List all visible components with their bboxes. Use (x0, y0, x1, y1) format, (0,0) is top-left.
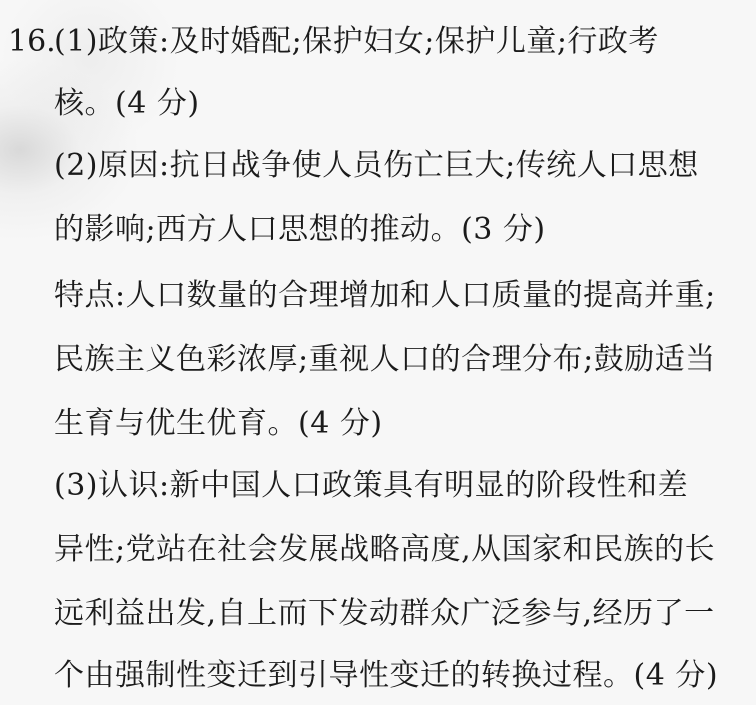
answer-line: 民族主义色彩浓厚;重视人口的合理分布;鼓励适当 (54, 342, 716, 377)
answer-line: 的影响;西方人口思想的推动。(3 分) (54, 212, 546, 247)
answer-line: (1)政策:及时婚配;保护妇女;保护儿童;行政考 (54, 24, 659, 59)
answer-line: 个由强制性变迁到引导性变迁的转换过程。(4 分) (54, 658, 719, 693)
answer-line: (2)原因:抗日战争使人员伤亡巨大;传统人口思想 (54, 148, 699, 183)
question-number: 16. (8, 24, 56, 59)
answer-line: (3)认识:新中国人口政策具有明显的阶段性和差 (54, 468, 689, 503)
answer-line: 生育与优生优育。(4 分) (54, 406, 383, 441)
answer-line: 特点:人口数量的合理增加和人口质量的提高并重; (54, 278, 716, 313)
answer-line: 核。(4 分) (54, 86, 200, 121)
answer-line: 异性;党站在社会发展战略高度,从国家和民族的长 (54, 532, 716, 567)
answer-line: 远利益出发,自上而下发动群众广泛参与,经历了一 (54, 596, 715, 631)
